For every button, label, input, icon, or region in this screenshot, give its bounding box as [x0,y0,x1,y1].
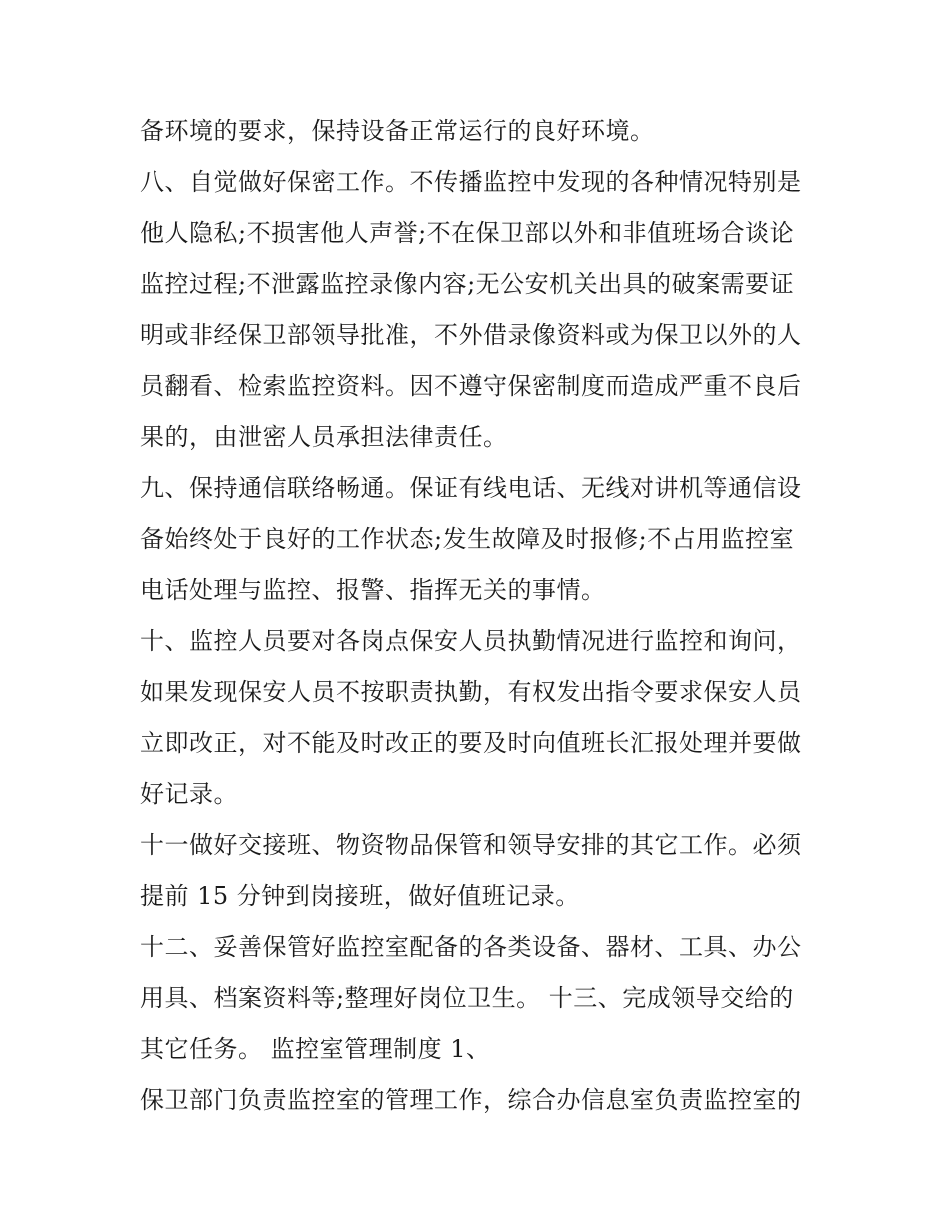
text-line: 果的，由泄密人员承担法律责任。 [140,423,508,451]
text-line: 员翻看、检索监控资料。因不遵守保密制度而造成严重不良后 [140,372,802,400]
text-line: 备始终处于良好的工作状态;发生故障及时报修;不占用监控室 [140,525,795,553]
text-line: 好记录。 [140,780,238,808]
text-line: 立即改正，对不能及时改正的要及时向值班长汇报处理并要做 [140,729,802,757]
text-line: 如果发现保安人员不按职责执勤，有权发出指令要求保安人员 [140,678,802,706]
text-line: 十、监控人员要对各岗点保安人员执勤情况进行监控和询问， [140,627,802,655]
text-line: 监控过程;不泄露监控录像内容;无公安机关出具的破案需要证 [140,270,795,298]
text-line: 电话处理与监控、报警、指挥无关的事情。 [140,576,606,604]
text-line: 他人隐私;不损害他人声誉;不在保卫部以外和非值班场合谈论 [140,219,795,247]
text-line: 保卫部门负责监控室的管理工作，综合办信息室负责监控室的 [140,1086,802,1114]
text-line: 用具、档案资料等;整理好岗位卫生。 十三、完成领导交给的 [140,984,794,1012]
text-line: 提前 15 分钟到岗接班，做好值班记录。 [140,882,580,910]
text-line: 九、保持通信联络畅通。保证有线电话、无线对讲机等通信设 [140,474,802,502]
text-line: 备环境的要求，保持设备正常运行的良好环境。 [140,117,655,145]
text-line: 十一做好交接班、物资物品保管和领导安排的其它工作。必须 [140,831,802,859]
text-line: 十二、妥善保管好监控室配备的各类设备、器材、工具、办公 [140,933,802,961]
text-line: 其它任务。 监控室管理制度 1、 [140,1035,491,1063]
text-line: 明或非经保卫部领导批准，不外借录像资料或为保卫以外的人 [140,321,802,349]
text-line: 八、自觉做好保密工作。不传播监控中发现的各种情况特别是 [140,168,802,196]
document-body [140,106,840,1126]
